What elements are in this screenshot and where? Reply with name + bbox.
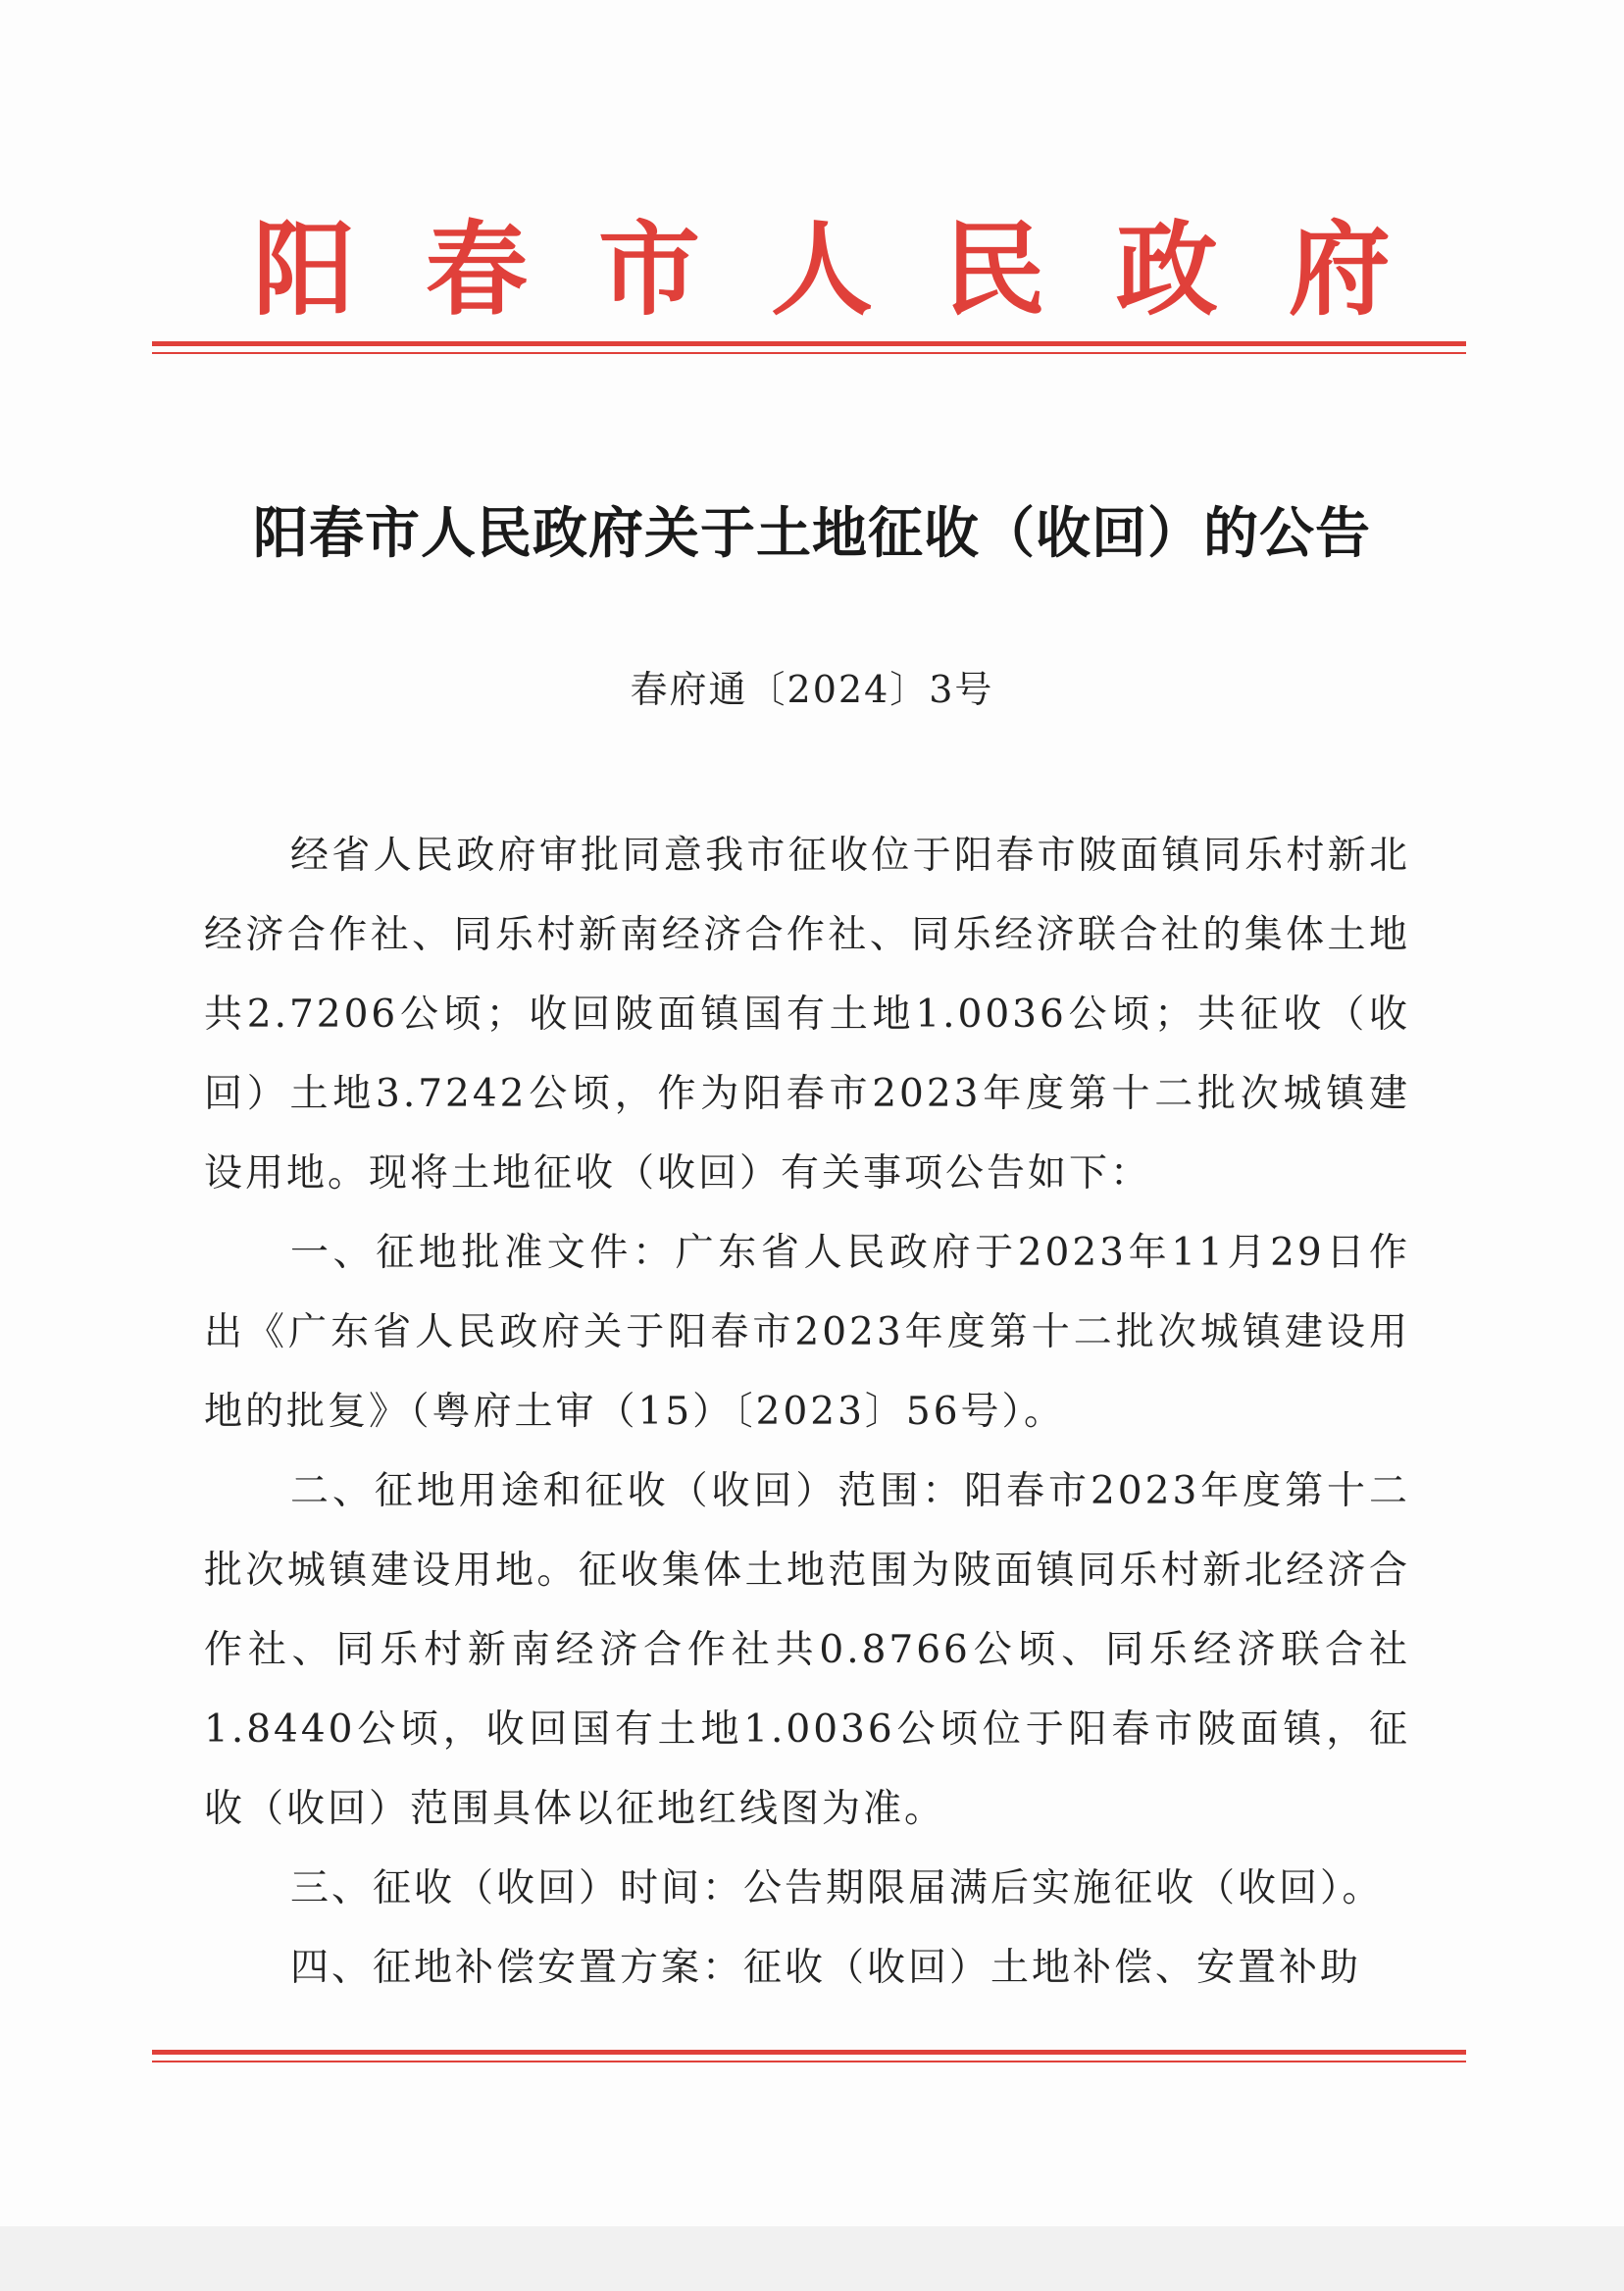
- header-char: 春: [425, 209, 528, 330]
- paragraph: 经省人民政府审批同意我市征收位于阳春市陂面镇同乐村新北经济合作社、同乐村新南经济合作社、同乐经济联合社的集体土地共2.7206公顷；收回陂面镇国有土地1.0036公顷；共征收（收回）土地3.7242公顷，作为阳春市2023年度第十二批次城镇建设用地。现将土地征收（收回）有关事项公告如下：: [204, 834, 1410, 1196]
- header-char: 市: [597, 209, 700, 330]
- paragraph: 一、征地批准文件：广东省人民政府于2023年11月29日作出《广东省人民政府关于阳春市2023年度第十二批次城镇建设用地的批复》（粤府土审（15）〔2023〕56号）。: [204, 1231, 1410, 1434]
- header-char: 阳: [253, 209, 356, 330]
- footer-rule-thick: [152, 2050, 1466, 2055]
- document-title: 阳春市人民政府关于土地征收（收回）的公告: [253, 502, 1371, 566]
- header-char: 人: [770, 209, 873, 330]
- document-number: 春府通〔2024〕3号: [630, 668, 994, 711]
- issuer-header: [147, 196, 1477, 343]
- header-rule-thin: [152, 352, 1466, 354]
- header-char: 民: [942, 209, 1045, 330]
- header-rule-thick: [152, 341, 1466, 346]
- document-body: [204, 816, 1410, 2008]
- header-char: 政: [1115, 209, 1218, 330]
- footer-rule-thin: [152, 2061, 1466, 2062]
- paragraph: 二、征地用途和征收（收回）范围：阳春市2023年度第十二批次城镇建设用地。征收集体土地范围为陂面镇同乐村新北经济合作社、同乐村新南经济合作社共0.8766公顷、同乐经济联合社1.8440公顷，收回国有土地1.0036公顷位于阳春市陂面镇，征收（收回）范围具体以征地红线图为准。: [204, 1469, 1410, 1831]
- header-char: 府: [1288, 209, 1391, 330]
- paragraph: 三、征收（收回）时间：公告期限届满后实施征收（收回）。: [290, 1866, 1384, 1910]
- paragraph: 四、征地补偿安置方案：征收（收回）土地补偿、安置补助: [290, 1946, 1362, 1990]
